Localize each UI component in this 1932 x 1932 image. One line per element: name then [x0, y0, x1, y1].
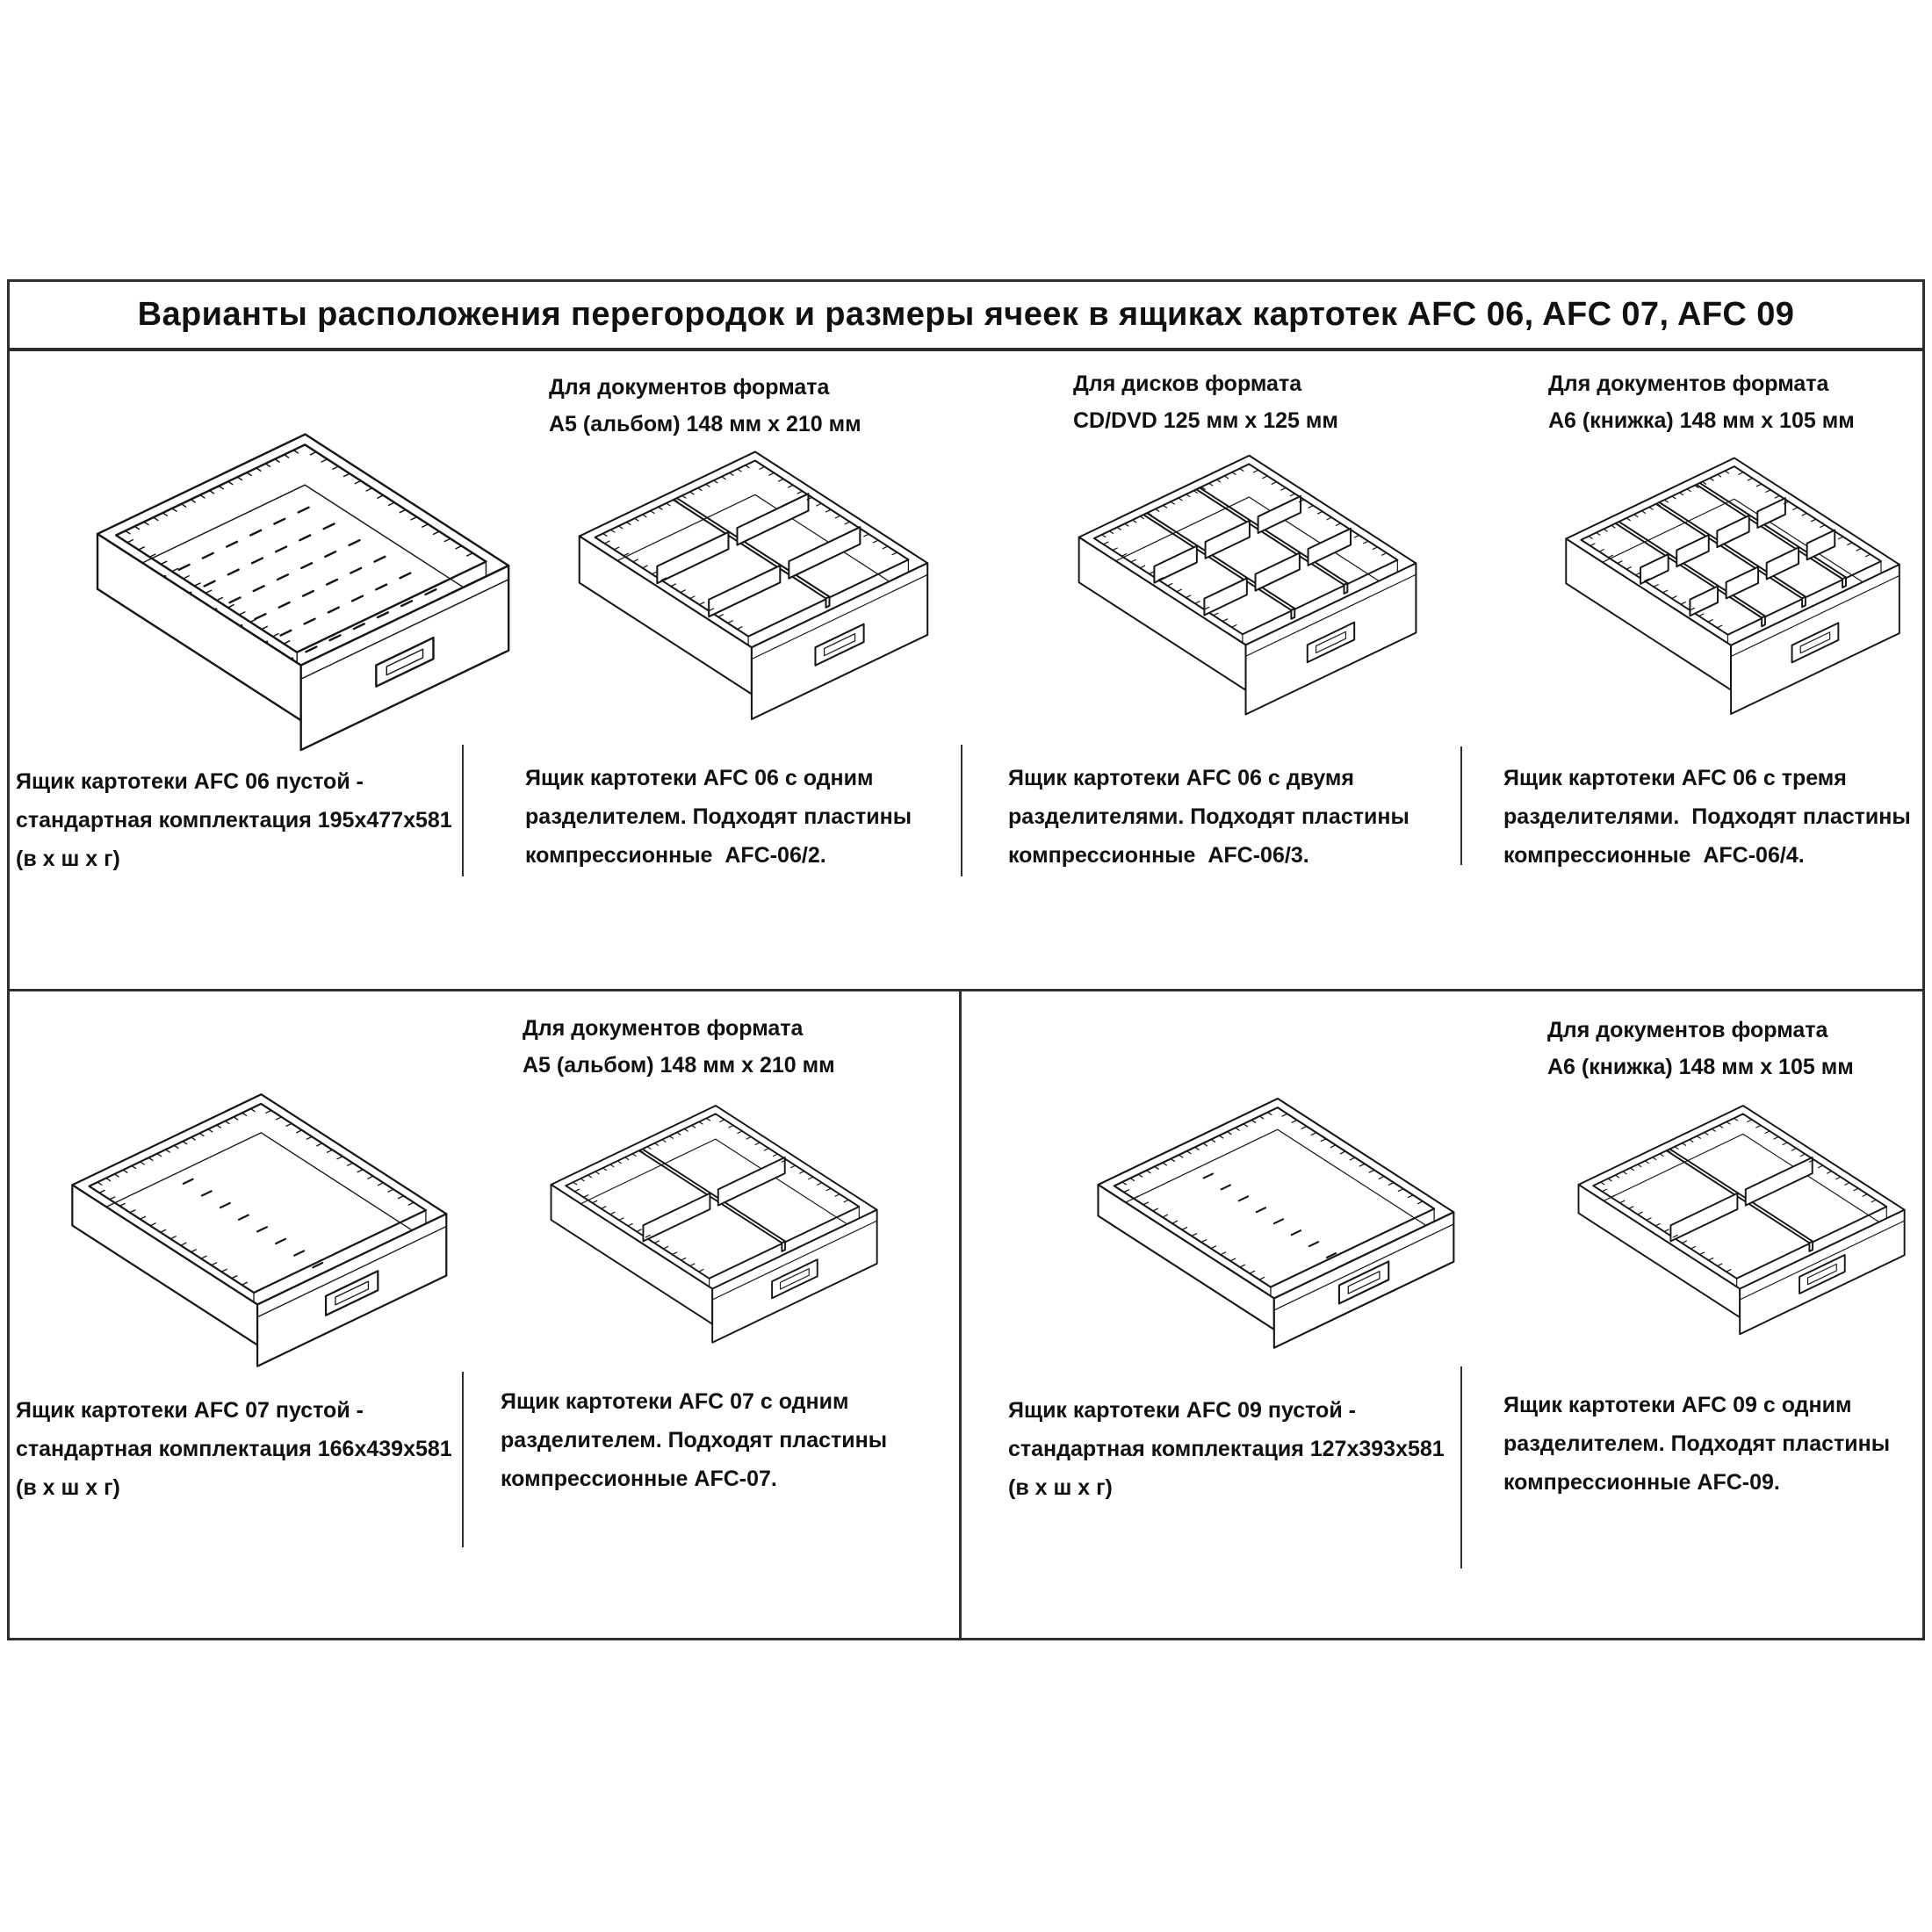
page-title: Варианты расположения перегородок и размеры ячеек в ящиках картотек AFC 06, AFC 07, AFC 09: [137, 295, 1795, 333]
caption-line: стандартная комплектация 195х477х581: [16, 808, 452, 833]
header-line: Для дисков формата: [1073, 371, 1302, 396]
caption-afc09-empty: [1008, 1391, 1445, 1507]
caption-line: разделителем. Подходят пластины: [525, 804, 912, 829]
caption-line: Ящик картотеки AFC 09 с одним: [1503, 1393, 1852, 1417]
row-separator: [7, 989, 1925, 991]
drawer-illustration-afc09-1div: [1550, 1087, 1932, 1365]
caption-divider: [1460, 1366, 1462, 1568]
format-header-afc06-a6: [1548, 365, 1855, 439]
header-line: Для документов формата: [523, 1016, 804, 1041]
bottom-row-divider: [959, 991, 962, 1638]
caption-line: (в х ш х г): [1008, 1475, 1113, 1500]
caption-line: Ящик картотеки AFC 06 пустой -: [16, 769, 364, 794]
caption-line: Ящик картотеки AFC 06 с одним: [525, 766, 874, 790]
drawer-illustration-afc06-empty: [61, 411, 549, 761]
caption-line: Ящик картотеки AFC 06 с тремя: [1503, 766, 1847, 790]
caption-line: стандартная комплектация 127х393х581: [1008, 1437, 1445, 1461]
caption-afc06-empty: [16, 762, 452, 878]
caption-line: Ящик картотеки AFC 07 пустой -: [16, 1398, 364, 1423]
caption-afc07-1div: [501, 1382, 887, 1498]
caption-afc06-1div: [525, 759, 912, 875]
title-separator: [7, 348, 1925, 351]
caption-line: компрессионные AFC-06/4.: [1503, 843, 1805, 868]
caption-line: (в х ш х г): [16, 1475, 120, 1500]
format-header-afc06-cd: [1073, 365, 1338, 439]
caption-divider: [961, 745, 962, 876]
caption-afc06-2div: [1008, 759, 1409, 875]
caption-line: разделителями. Подходят пластины: [1008, 804, 1409, 829]
caption-line: Ящик картотеки AFC 07 с одним: [501, 1389, 849, 1414]
caption-line: разделителем. Подходят пластины: [501, 1428, 888, 1453]
header-line: Для документов формата: [1547, 1018, 1828, 1042]
drawer-illustration-afc06-3div: [1537, 439, 1932, 723]
caption-line: компрессионные AFC-07.: [501, 1467, 777, 1491]
caption-divider: [462, 745, 464, 876]
header-line: А5 (альбом) 148 мм х 210 мм: [523, 1053, 835, 1078]
header-line: CD/DVD 125 мм х 125 мм: [1073, 408, 1338, 433]
caption-divider: [1460, 746, 1462, 865]
drawer-illustration-afc07-1div: [523, 1087, 909, 1365]
header-line: Для документов формата: [1548, 371, 1829, 396]
caption-line: разделителями. Подходят пластины: [1503, 804, 1911, 829]
caption-afc06-3div: [1503, 759, 1911, 875]
caption-line: Ящик картотеки AFC 09 пустой -: [1008, 1398, 1356, 1423]
drawer-illustration-afc06-2div: [1049, 436, 1449, 723]
drawer-illustration-afc09-empty: [1067, 1078, 1489, 1381]
caption-line: (в х ш х г): [16, 847, 120, 871]
caption-afc09-1div: [1503, 1386, 1890, 1502]
drawer-illustration-afc07-empty: [40, 1073, 483, 1391]
caption-line: разделителем. Подходят пластины: [1503, 1431, 1891, 1456]
header-line: А6 (книжка) 148 мм х 105 мм: [1547, 1055, 1854, 1079]
header-line: Для документов формата: [549, 375, 830, 400]
caption-line: компрессионные AFC-06/3.: [1008, 843, 1309, 868]
caption-divider: [462, 1372, 464, 1547]
drawer-illustration-afc06-1div: [549, 432, 962, 728]
format-header-afc07-a5: [523, 1010, 835, 1084]
caption-line: компрессионные AFC-09.: [1503, 1470, 1780, 1495]
caption-line: Ящик картотеки AFC 06 с двумя: [1008, 766, 1354, 790]
format-header-afc09-a6: [1547, 1012, 1854, 1085]
header-line: А5 (альбом) 148 мм х 210 мм: [549, 412, 861, 436]
header-line: А6 (книжка) 148 мм х 105 мм: [1548, 408, 1855, 433]
caption-afc07-empty: [16, 1391, 452, 1507]
caption-line: стандартная комплектация 166х439х581: [16, 1437, 452, 1461]
caption-line: компрессионные AFC-06/2.: [525, 843, 826, 868]
